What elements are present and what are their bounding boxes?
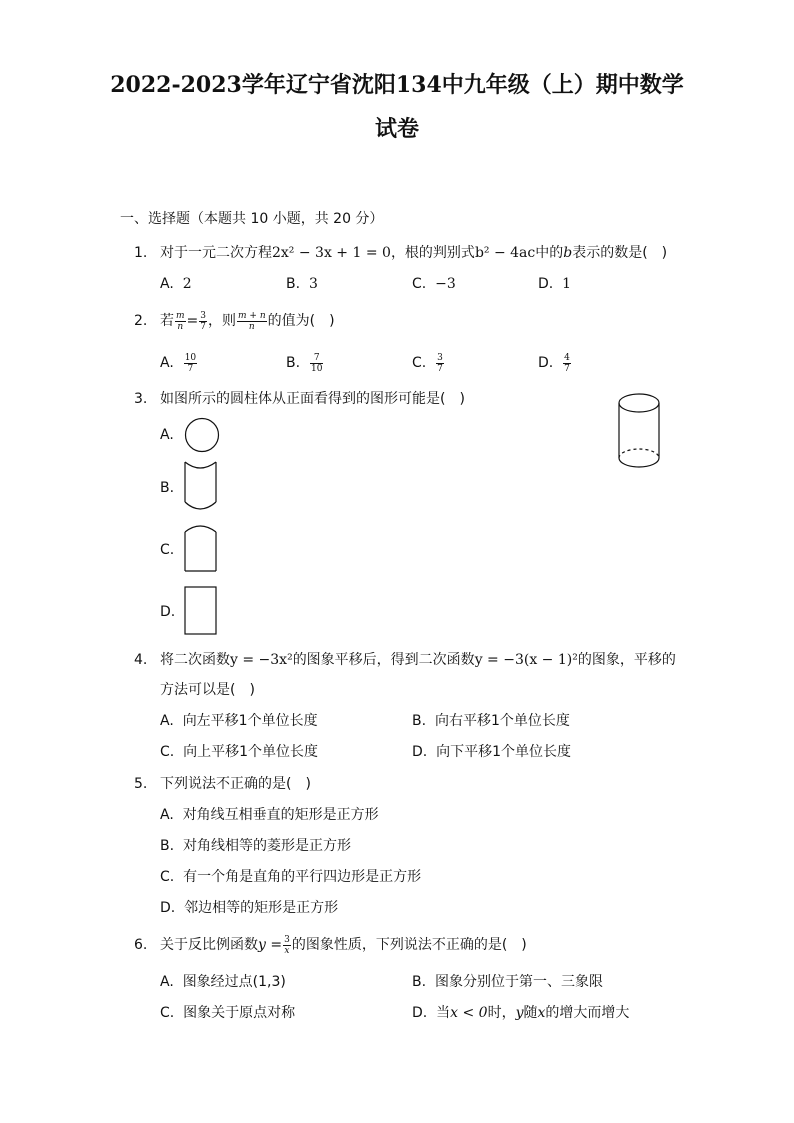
page-title-line2: 试卷 [374, 116, 419, 142]
q4-option-a[interactable]: A. 向左平移1个单位长度 [160, 713, 318, 729]
q3-option-c-label[interactable]: C. [160, 542, 175, 558]
q3-option-a-label[interactable]: A. [160, 427, 174, 443]
question-2-stem: 若 $\frac{m}{n}$ = $\frac{3}{7}$ ，则 $\frac{m + n}{n}$ 的值为( ) [160, 310, 335, 332]
question-5-stem: 下列说法不正确的是( ) [160, 776, 311, 792]
q6-fraction-3-x: $\frac{3}{x}$ [284, 934, 290, 956]
section-heading: 一、选择题（本题共 10 小题，共 20 分） [120, 211, 384, 227]
question-1-number: 1. [134, 245, 148, 261]
question-6-stem: 关于反比例函数y = $\frac{3}{x}$ 的图象性质，下列说法不正确的是( ) [160, 934, 527, 956]
q6-option-a[interactable]: A. 图象经过点(1,3) [160, 974, 286, 990]
question-4-stem-line1: 将二次函数y = −3x²的图象平移后，得到二次函数y = −3(x − 1)²的图象，平移的 [160, 652, 676, 668]
q4-option-b[interactable]: B. 向右平移1个单位长度 [412, 713, 570, 729]
q4-option-c[interactable]: C. 向上平移1个单位长度 [160, 744, 319, 760]
q3-option-b-label[interactable]: B. [160, 480, 175, 496]
question-4-number: 4. [134, 652, 148, 668]
q4-function-2: y = −3(x − 1)² [474, 652, 578, 668]
q6-option-d[interactable]: D. 当x < 0时，y随x的增大而增大 [412, 1005, 630, 1021]
question-4-stem-line2: 方法可以是( ) [160, 682, 255, 698]
q1-discriminant: b² − 4ac [474, 245, 536, 261]
q2-option-d[interactable]: D. $\frac{4}{7}$ [538, 352, 570, 374]
q1-equation: 2x² − 3x + 1 = 0 [272, 245, 391, 261]
question-2-number: 2. [134, 313, 148, 329]
q1-option-b[interactable]: B. 3 [286, 276, 318, 292]
question-5-number: 5. [134, 776, 148, 792]
circle-shape-icon[interactable] [184, 417, 220, 453]
q2-fraction-mn-n: $\frac{m + n}{n}$ [238, 310, 266, 332]
q2-fraction-m-n: $\frac{m}{n}$ [176, 310, 185, 332]
question-1-stem: 对于一元二次方程2x² − 3x + 1 = 0，根的判别式b² − 4ac中的b表示的数是( ) [160, 245, 668, 261]
concave-curved-rectangle-icon[interactable] [184, 460, 218, 512]
question-6-number: 6. [134, 937, 148, 953]
q4-option-d[interactable]: D. 向下平移1个单位长度 [412, 744, 572, 760]
q5-option-c[interactable]: C. 有一个角是直角的平行四边形是正方形 [160, 869, 422, 885]
q6-option-c[interactable]: C. 图象关于原点对称 [160, 1005, 296, 1021]
question-3-stem: 如图所示的圆柱体从正面看得到的图形可能是( ) [160, 391, 465, 407]
cylinder-figure [617, 392, 663, 472]
q5-option-d[interactable]: D. 邻边相等的矩形是正方形 [160, 900, 339, 916]
q3-option-d-label[interactable]: D. [160, 604, 176, 620]
convex-curved-rectangle-icon[interactable] [184, 522, 218, 574]
q6-option-b[interactable]: B. 图象分别位于第一、三象限 [412, 974, 603, 990]
q1-option-c[interactable]: C. −3 [412, 276, 456, 292]
q1-option-d[interactable]: D. 1 [538, 276, 572, 292]
rectangle-shape-icon[interactable] [184, 586, 218, 636]
q2-option-b[interactable]: B. $\frac{7}{10}$ [286, 352, 323, 374]
page-title: 2022-2023学年辽宁省沈阳134中九年级（上）期中数学 [110, 72, 684, 98]
q2-fraction-3-7: $\frac{3}{7}$ [200, 310, 207, 332]
q2-option-a[interactable]: A. $\frac{10}{7}$ [160, 352, 197, 374]
q5-option-b[interactable]: B. 对角线相等的菱形是正方形 [160, 838, 351, 854]
q1-option-a[interactable]: A. 2 [160, 276, 192, 292]
q5-option-a[interactable]: A. 对角线互相垂直的矩形是正方形 [160, 807, 379, 823]
q2-option-c[interactable]: C. $\frac{3}{7}$ [412, 352, 443, 374]
question-3-number: 3. [134, 391, 148, 407]
q4-function-1: y = −3x² [230, 652, 293, 668]
